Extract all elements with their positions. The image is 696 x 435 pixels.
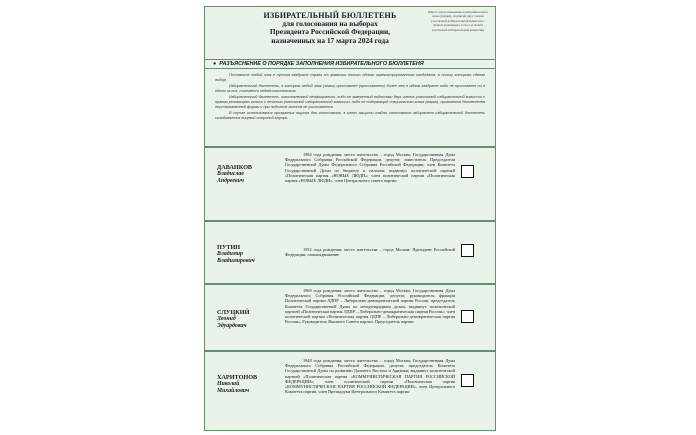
ballot-title-block <box>235 12 425 45</box>
ballot-subtitle-3: назначенных на 17 марта 2024 года <box>271 35 389 45</box>
candidate-first-name: Владимир <box>217 251 243 257</box>
candidate-patronymic: Эдуардович <box>217 323 247 329</box>
candidate-first-name: Леонид <box>217 316 236 322</box>
candidate-surname: СЛУЦКИЙ <box>217 309 250 316</box>
candidate-patronymic: Владимирович <box>217 258 255 264</box>
candidate-first-name: Владислав <box>217 171 244 177</box>
candidate-name <box>217 164 287 185</box>
vote-checkbox[interactable] <box>461 165 474 178</box>
vote-checkbox[interactable] <box>461 310 474 323</box>
ballot-subtitle-2: Президента Российской Федерации, <box>269 27 391 37</box>
candidate-info: 1984 года рождения; место жительства – город Москва; Государственная Дума Федерального Собрания Российской Федерации, депутат, заместитель Председателя Государственной Думы Федерального Собрания Российской Федерации, член Комитета Государственной Думы по бюджету и налогам; выдвинут политической партией «Политическая партия «НОВЫЕ ЛЮДИ»; член политической партии «Политическая партия «НОВЫЕ ЛЮДИ», член Центрального совета партии <box>285 152 455 184</box>
candidate-row-davankov <box>205 148 495 222</box>
candidate-row-kharitonov <box>205 352 495 432</box>
stamp-note: (Место для размещения полиграфического знака (марки), подписей двух членов участковой избирательной комиссии с правом решающего голоса и печати участковой избирательной комиссии) <box>427 10 489 32</box>
candidate-name <box>217 244 287 265</box>
candidate-row-slutsky <box>205 285 495 352</box>
candidate-info: 1952 года рождения; место жительства – город Москва; Президент Российской Федерации; самовыдвижение <box>285 247 455 258</box>
ballot-subtitle-1: для голосования на выборах <box>282 19 378 29</box>
candidate-patronymic: Михайлович <box>217 388 250 394</box>
candidate-surname: ПУТИН <box>217 244 241 251</box>
ballot-title: ИЗБИРАТЕЛЬНЫЙ БЮЛЛЕТЕНЬ <box>263 11 397 20</box>
instructions-heading <box>205 59 495 69</box>
instruction-paragraph-2: Избирательный бюллетень, в котором любой знак (знаки) проставлен (проставлены) более чем в одном квадрате либо не проставлен ни в одном из них, считается недействительным. <box>215 84 485 93</box>
instructions-heading-text: РАЗЪЯСНЕНИЕ О ПОРЯДКЕ ЗАПОЛНЕНИЯ ИЗБИРАТЕЛЬНОГО БЮЛЛЕТЕНЯ <box>219 61 424 67</box>
candidate-surname: ХАРИТОНОВ <box>217 374 258 381</box>
candidate-patronymic: Андреевич <box>217 178 244 184</box>
instruction-paragraph-1: Поставьте любой знак в пустом квадрате справа от фамилии только одного зарегистрированного кандидата, в пользу которого сделан выбор. <box>215 73 485 82</box>
candidate-row-putin <box>205 222 495 285</box>
candidate-first-name: Николай <box>217 381 240 387</box>
candidate-surname: ДАВАНКОВ <box>217 164 253 171</box>
candidate-name <box>217 309 287 330</box>
candidate-info: 1948 года рождения; место жительства – город Москва; Государственная Дума Федерального Собрания Российской Федерации, депутат, председатель Комитета Государственной Думы по развитию Дальнего Востока и Арктики; выдвинут политической партией «Политическая партия «КОММУНИСТИЧЕСКАЯ ПАРТИЯ РОССИЙСКОЙ ФЕДЕРАЦИИ»; член политической партии «Политическая партия «КОММУНИСТИЧЕСКАЯ ПАРТИЯ РОССИЙСКОЙ ФЕДЕРАЦИИ», член Центрального Комитета партии, член Президиума Центрального Комитета партии <box>285 358 455 395</box>
bullet-icon: ● <box>213 61 217 67</box>
candidate-info: 1968 года рождения; место жительства – город Москва; Государственная Дума Федерального Собрания Российской Федерации, депутат, руководитель фракции Политической партии ЛДПР – Либерально-демократической партии России, председатель Комитета Государственной Думы по международным делам; выдвинут политической партией «Политическая партия ЛДПР – Либерально-демократическая партия России»; член политической партии «Политическая партия ЛДПР – Либерально-демократическая партия России», Руководитель Высшего Совета партии, Председатель партии <box>285 288 455 325</box>
vote-checkbox[interactable] <box>461 374 474 387</box>
vote-checkbox[interactable] <box>461 244 474 257</box>
ballot-paper <box>204 6 496 431</box>
candidate-name <box>217 374 287 395</box>
instruction-paragraph-3: Избирательный бюллетень, изготовленный неофициально, либо не заверенный подписями двух членов участковой избирательной комиссии с правом решающего голоса и печатью участковой избирательной комиссии, либо не содержащий специального знака (марки), признается бюллетенем неустановленной формы и при подсчете голосов не учитывается. <box>215 95 485 109</box>
ballot-header <box>205 7 495 60</box>
instruction-paragraph-4: В случае использования прозрачных ящиков для голосования, в целях защиты тайны голосования избирателя избирательный бюллетень складывается лицевой стороной внутрь. <box>215 111 485 120</box>
instructions-body <box>205 70 495 148</box>
